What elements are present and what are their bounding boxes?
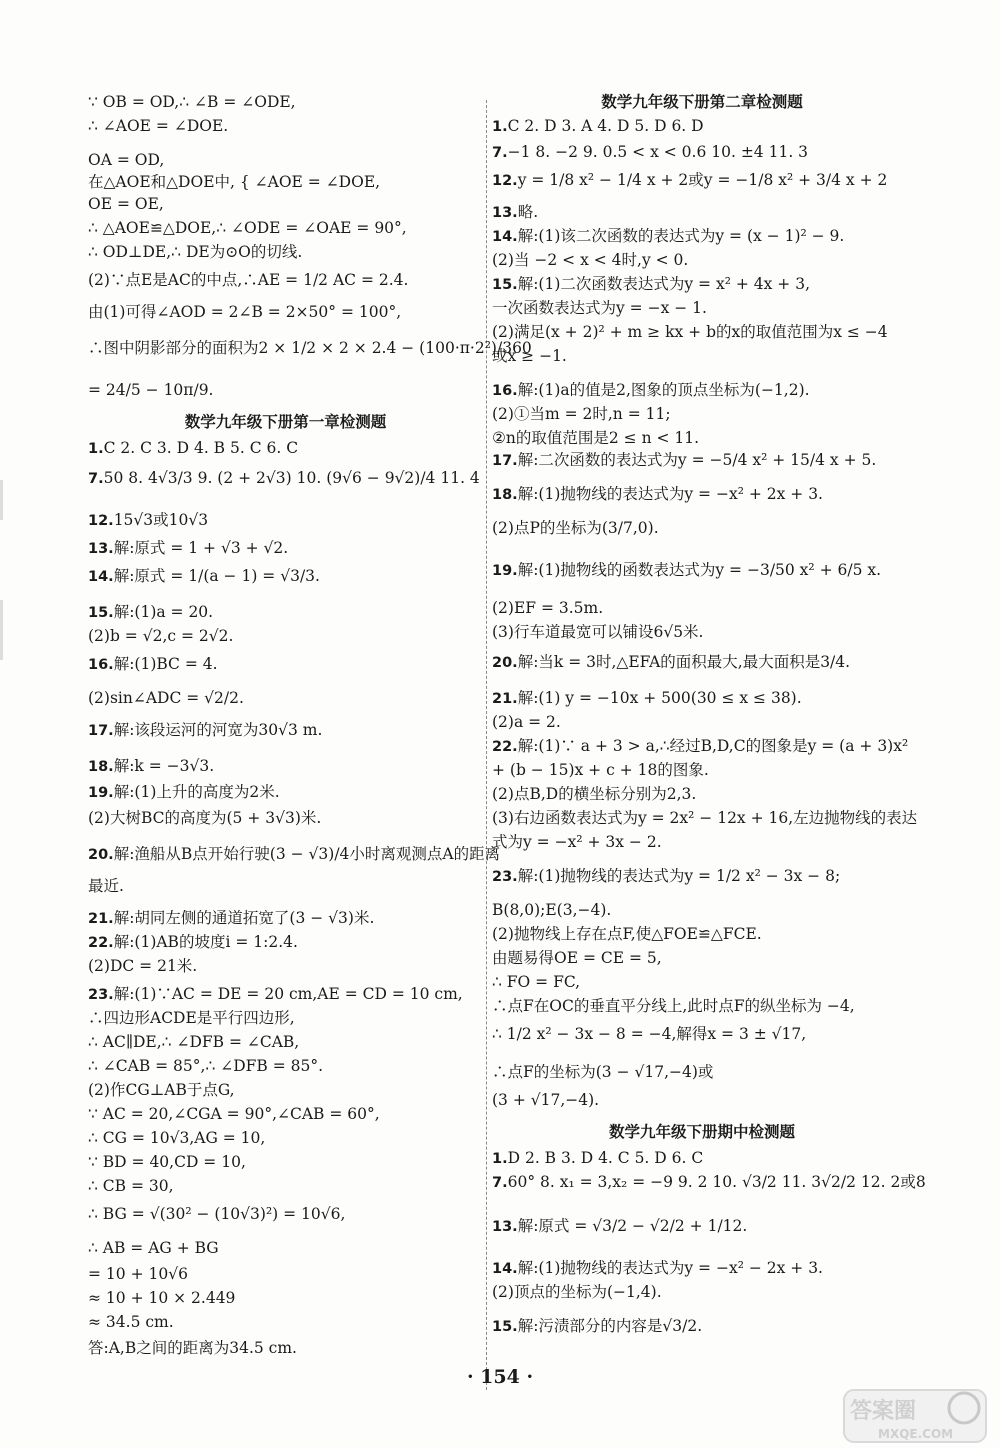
answer-line	[492, 832, 662, 852]
answer-text: (2)抛物线上存在点F,使△FOE≌△FCE.	[492, 925, 762, 943]
answer-text: (2)EF = 3.5m.	[492, 599, 604, 617]
answer-text: (2)b = √2,c = 2√2.	[88, 627, 234, 645]
answer-line	[88, 654, 218, 675]
answer-line	[492, 996, 855, 1016]
answer-text: 解:(1)上升的高度为2米.	[113, 783, 280, 801]
page-number: · 154 ·	[466, 1366, 534, 1388]
answer-text: OA = OD,	[88, 151, 165, 169]
answer-line	[88, 116, 228, 136]
answer-text: 解:污渍部分的内容是√3/2.	[517, 1317, 703, 1335]
answer-text: (2)∵点E是AC的中点,∴AE = 1/2 AC = 2.4.	[88, 271, 409, 289]
answer-line	[88, 756, 214, 777]
answer-text: D 2. B 3. D 4. C 5. D 6. C	[507, 1149, 704, 1167]
answer-text: 15√3或10√3	[113, 511, 209, 529]
answer-text: 解:(1)a = 20.	[113, 603, 214, 621]
answer-text: (2)大树BC的高度为(5 + 3√3)米.	[88, 809, 322, 827]
answer-line	[88, 1056, 323, 1076]
answer-line	[492, 652, 850, 673]
question-number: 22.	[88, 935, 114, 951]
answer-line	[88, 1238, 219, 1258]
answer-text: C 2. D 3. A 4. D 5. D 6. D	[507, 117, 704, 135]
answer-text: (2)点P的坐标为(3/7,0).	[492, 519, 659, 537]
answer-line	[88, 876, 124, 896]
answer-line	[88, 1008, 295, 1028]
question-number: 23.	[88, 987, 114, 1003]
answer-text: 60° 8. x₁ = 3,x₂ = −9 9. 2 10. √3/2 11. 3√2/2 12. 2或8	[507, 1173, 926, 1191]
answer-line	[88, 1338, 297, 1358]
answer-text: ∴ OD⊥DE,∴ DE为⊙O的切线.	[88, 243, 303, 261]
answer-line	[88, 1264, 188, 1284]
answer-line	[88, 1288, 235, 1308]
answer-line	[492, 712, 561, 732]
answer-line	[88, 808, 321, 828]
answer-text: ∴四边形ACDE是平行四边形,	[88, 1009, 295, 1027]
answer-line	[492, 1258, 823, 1279]
question-number: 7.	[88, 471, 104, 487]
answer-line	[492, 784, 696, 804]
answer-line	[88, 1176, 174, 1196]
answer-line	[492, 1216, 747, 1237]
answer-line	[88, 844, 500, 865]
answer-line	[492, 1316, 702, 1337]
answer-line	[492, 736, 908, 757]
answer-text: 解:k = −3√3.	[113, 757, 215, 775]
answer-text: ∴ 1/2 x² − 3x − 8 = −4,解得x = 3 ± √17,	[492, 1025, 807, 1043]
answer-text: 由题易得OE = CE = 5,	[492, 949, 662, 967]
answer-text: ∵ AC = 20,∠CGA = 90°,∠CAB = 60°,	[88, 1105, 380, 1123]
answer-line	[88, 932, 298, 953]
answer-line	[88, 602, 213, 623]
answer-line	[492, 484, 823, 505]
section-heading	[492, 1122, 912, 1142]
question-number: 7.	[492, 1175, 508, 1191]
scan-edge	[0, 600, 3, 660]
answer-line	[492, 450, 876, 471]
question-number: 19.	[88, 785, 114, 801]
answer-text: (2)满足(x + 2)² + m ≥ kx + b的x的取值范围为x ≤ −4	[492, 323, 888, 341]
question-number: 13.	[492, 1219, 518, 1235]
answer-text: 数学九年级下册第一章检测题	[184, 413, 387, 431]
answer-text: (3)右边函数表达式为y = 2x² − 12x + 16,左边抛物线的表达	[492, 809, 918, 827]
answer-text: ≈ 10 + 10 × 2.449	[88, 1289, 236, 1307]
answer-text: ∴点F在OC的垂直平分线上,此时点F的纵坐标为 −4,	[492, 997, 855, 1015]
answer-text: y = 1/8 x² − 1/4 x + 2或y = −1/8 x² + 3/4 x + 2	[517, 171, 888, 189]
answer-line	[492, 622, 703, 642]
answer-text: 解:原式 = √3/2 − √2/2 + 1/12.	[517, 1217, 748, 1235]
answer-text: = 10 + 10√6	[88, 1265, 188, 1283]
section-heading	[88, 412, 483, 432]
answer-text: (2)a = 2.	[492, 713, 561, 731]
answer-line	[492, 948, 662, 968]
question-number: 14.	[492, 1261, 518, 1277]
question-number: 13.	[88, 541, 114, 557]
answer-line	[492, 428, 699, 448]
answer-line	[88, 720, 322, 741]
answer-line	[88, 688, 244, 708]
answer-line	[492, 1148, 703, 1169]
answer-text: 解:(1)二次函数表达式为y = x² + 4x + 3,	[517, 275, 810, 293]
answer-text: 解:(1)抛物线的表达式为y = −x² − 2x + 3.	[517, 1259, 823, 1277]
answer-text: 解:(1)∵ a + 3 > a,∴经过B,D,C的图象是y = (a + 3)x²	[517, 737, 909, 755]
answer-text: (3 + √17,−4).	[492, 1091, 600, 1109]
answer-text: ∴ CB = 30,	[88, 1177, 174, 1195]
answer-line	[88, 566, 320, 587]
answer-line	[88, 438, 298, 459]
answer-line	[492, 226, 844, 247]
answer-text: 解:(1)抛物线的表达式为y = 1/2 x² − 3x − 8;	[517, 867, 841, 885]
answer-line	[88, 150, 164, 170]
answer-line	[492, 142, 808, 163]
answer-line	[88, 1312, 174, 1332]
answer-line	[492, 380, 810, 401]
answer-text: 解:原式 = 1 + √3 + √2.	[113, 539, 289, 557]
answer-text: 解:(1)BC = 4.	[113, 655, 218, 673]
answer-text: 数学九年级下册第二章检测题	[601, 93, 803, 111]
answer-text: 解:(1)抛物线的表达式为y = −x² + 2x + 3.	[517, 485, 823, 503]
answer-line	[88, 956, 197, 976]
answer-text: 解:原式 = 1/(a − 1) = √3/3.	[113, 567, 320, 585]
answer-text: (2)DC = 21米.	[88, 957, 198, 975]
watermark-logo	[842, 1388, 988, 1444]
answer-line	[492, 1172, 926, 1193]
answer-text: 最近.	[88, 877, 124, 895]
answer-line	[492, 688, 802, 709]
section-heading	[492, 92, 912, 112]
answer-line	[88, 782, 280, 803]
answer-text: ∴ △AOE≌△DOE,∴ ∠ODE = ∠OAE = 90°,	[88, 219, 407, 237]
question-number: 15.	[492, 277, 518, 293]
answer-line	[492, 274, 810, 295]
answer-text: (2)①当m = 2时,n = 11;	[492, 405, 671, 423]
answer-line	[492, 202, 538, 223]
answer-text: C 2. C 3. D 4. B 5. C 6. C	[103, 439, 299, 457]
question-number: 13.	[492, 205, 518, 221]
answer-text: (2)点B,D的横坐标分别为2,3.	[492, 785, 697, 803]
answer-text: ∴ BG = √(30² − (10√3)²) = 10√6,	[88, 1205, 346, 1223]
answer-text: (2)作CG⊥AB于点G,	[88, 1081, 235, 1099]
answer-line	[492, 866, 840, 887]
answer-text: −1 8. −2 9. 0.5 < x < 0.6 10. ±4 11. 3	[507, 143, 809, 161]
answer-text: (2)顶点的坐标为(−1,4).	[492, 1283, 662, 1301]
answer-line	[492, 322, 888, 342]
answer-text: 解:(1)∵AC = DE = 20 cm,AE = CD = 10 cm,	[113, 985, 463, 1003]
answer-line	[88, 338, 532, 358]
answer-text: ≈ 34.5 cm.	[88, 1313, 174, 1331]
answer-text: ∴ ∠AOE = ∠DOE.	[88, 117, 229, 135]
question-number: 7.	[492, 145, 508, 161]
answer-line	[88, 468, 480, 489]
answer-text: 略.	[517, 203, 539, 221]
watermark-url: MXQE.COM	[878, 1427, 954, 1441]
answer-text: ∴ AC∥DE,∴ ∠DFB = ∠CAB,	[88, 1033, 300, 1051]
question-number: 17.	[492, 453, 518, 469]
answer-line	[492, 760, 709, 780]
answer-line	[492, 116, 704, 137]
answer-text: ∴点F的坐标为(3 − √17,−4)或	[492, 1063, 714, 1081]
answer-text: 数学九年级下册期中检测题	[608, 1123, 795, 1141]
question-number: 16.	[492, 383, 518, 399]
answer-text: 50 8. 4√3/3 9. (2 + 2√3) 10. (9√6 − 9√2)/4 11. 4	[103, 469, 480, 487]
question-number: 18.	[88, 759, 114, 775]
answer-line	[88, 92, 296, 112]
question-number: 14.	[88, 569, 114, 585]
answer-line	[492, 808, 917, 828]
answer-text: 解:(1)该二次函数的表达式为y = (x − 1)² − 9.	[517, 227, 845, 245]
answer-line	[492, 560, 881, 581]
answer-text: B(8,0);E(3,−4).	[492, 901, 612, 919]
watermark-text: 答案圈	[850, 1399, 917, 1424]
answer-text: 解:二次函数的表达式为y = −5/4 x² + 15/4 x + 5.	[517, 451, 877, 469]
question-number: 22.	[492, 739, 518, 755]
question-number: 1.	[88, 441, 104, 457]
answer-text: 一次函数表达式为y = −x − 1.	[492, 299, 707, 317]
question-number: 1.	[492, 119, 508, 135]
answer-line	[88, 1152, 246, 1172]
answer-line	[88, 270, 408, 290]
question-number: 14.	[492, 229, 518, 245]
answer-text: ∵ OB = OD,∴ ∠B = ∠ODE,	[88, 93, 296, 111]
answer-text: (2)当 −2 < x < 4时,y < 0.	[492, 251, 689, 269]
answer-text: 解:该段运河的河宽为30√3 m.	[113, 721, 323, 739]
question-number: 16.	[88, 657, 114, 673]
question-number: 12.	[88, 513, 114, 529]
answer-line	[88, 984, 463, 1005]
answer-line	[492, 598, 603, 618]
question-number: 21.	[88, 911, 114, 927]
question-number: 15.	[88, 605, 114, 621]
answer-text: ∴ CG = 10√3,AG = 10,	[88, 1129, 266, 1147]
answer-line	[88, 172, 380, 192]
answer-text: = 24/5 − 10π/9.	[88, 381, 214, 399]
answer-text: 解:(1)a的值是2,图象的顶点坐标为(−1,2).	[517, 381, 810, 399]
answer-text: 式为y = −x² + 3x − 2.	[492, 833, 662, 851]
question-number: 20.	[492, 655, 518, 671]
column-divider	[486, 100, 487, 1390]
question-number: 12.	[492, 173, 518, 189]
answer-line	[492, 972, 580, 992]
question-number: 20.	[88, 847, 114, 863]
question-number: 19.	[492, 563, 518, 579]
answer-line	[88, 538, 288, 559]
answer-line	[88, 626, 233, 646]
answer-text: ∴ AB = AG + BG	[88, 1239, 219, 1257]
answer-line	[88, 380, 213, 400]
question-number: 18.	[492, 487, 518, 503]
answer-line	[492, 518, 659, 538]
answer-text: 解:渔船从B点开始行驶(3 − √3)/4小时离观测点A的距离	[113, 845, 501, 863]
answer-line	[88, 1128, 265, 1148]
question-number: 15.	[492, 1319, 518, 1335]
answer-line	[492, 346, 567, 366]
answer-text: ∴图中阴影部分的面积为2 × 1/2 × 2 × 2.4 − (100·π·2²)/360	[88, 339, 532, 357]
answer-text: 解:胡同左侧的通道拓宽了(3 − √3)米.	[113, 909, 375, 927]
answer-line	[88, 1104, 380, 1124]
answer-line	[492, 298, 707, 318]
answer-text: (2)sin∠ADC = √2/2.	[88, 689, 244, 707]
answer-text: 在△AOE和△DOE中, { ∠AOE = ∠DOE,	[88, 173, 381, 191]
answer-line	[88, 302, 401, 322]
answer-text: 解:(1) y = −10x + 500(30 ≤ x ≤ 38).	[517, 689, 802, 707]
answer-text: 或x ≥ −1.	[492, 347, 567, 365]
answer-line	[88, 1204, 345, 1224]
answer-text: (3)行车道最宽可以铺设6√5米.	[492, 623, 704, 641]
answer-line	[88, 218, 407, 238]
answer-line	[492, 900, 611, 920]
answer-line	[492, 250, 688, 270]
answer-line	[88, 242, 302, 262]
answer-text: ∵ BD = 40,CD = 10,	[88, 1153, 246, 1171]
answer-line	[88, 510, 208, 531]
answer-text: 由(1)可得∠AOD = 2∠B = 2×50° = 100°,	[88, 303, 402, 321]
question-number: 17.	[88, 723, 114, 739]
answer-line	[88, 1032, 299, 1052]
answer-line	[88, 908, 374, 929]
answer-line	[492, 404, 671, 424]
answer-text: 答:A,B之间的距离为34.5 cm.	[88, 1339, 297, 1357]
answer-text: ∴ ∠CAB = 85°,∴ ∠DFB = 85°.	[88, 1057, 324, 1075]
answer-text: 解:(1)抛物线的函数表达式为y = −3/50 x² + 6/5 x.	[517, 561, 882, 579]
answer-line	[492, 170, 887, 191]
answer-text: OE = OE,	[88, 195, 164, 213]
answer-text: + (b − 15)x + c + 18的图象.	[492, 761, 709, 779]
answer-line	[492, 1062, 713, 1082]
answer-line	[88, 1080, 235, 1100]
scan-edge	[0, 480, 3, 520]
answer-line	[492, 1282, 662, 1302]
answer-text: ②n的取值范围是2 ≤ n < 11.	[492, 429, 700, 447]
answer-line	[492, 924, 762, 944]
answer-text: 解:当k = 3时,△EFA的面积最大,最大面积是3/4.	[517, 653, 851, 671]
question-number: 23.	[492, 869, 518, 885]
question-number: 1.	[492, 1151, 508, 1167]
answer-line	[492, 1024, 806, 1044]
answer-text: 解:(1)AB的坡度i = 1:2.4.	[113, 933, 298, 951]
answer-line	[492, 1090, 599, 1110]
answer-text: ∴ FO = FC,	[492, 973, 581, 991]
question-number: 21.	[492, 691, 518, 707]
answer-line	[88, 194, 164, 214]
